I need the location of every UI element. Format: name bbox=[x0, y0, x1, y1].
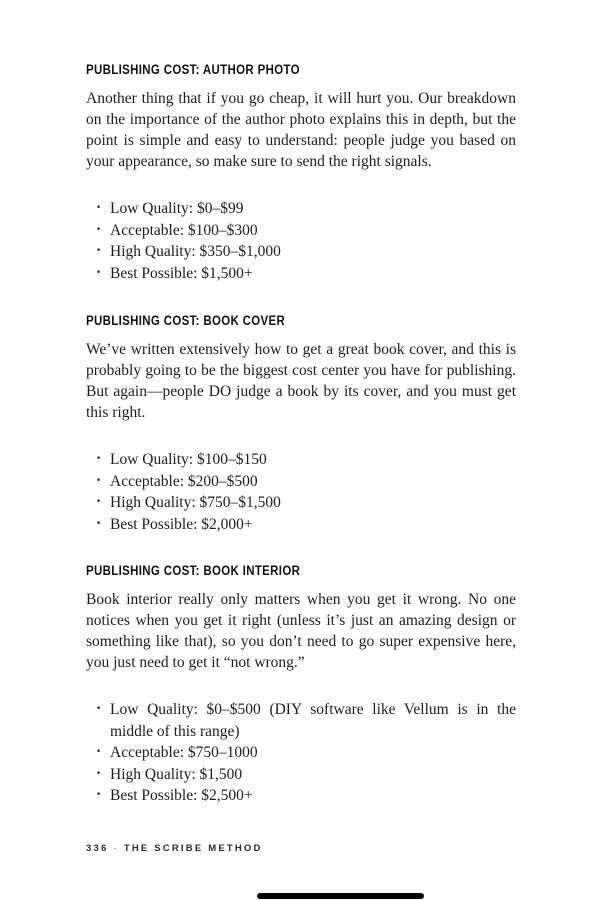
cost-list bbox=[86, 699, 516, 807]
section-paragraph: Book interior really only matters when you get it wrong. No one notices when you get it right (unless it’s just an amazing design or something like that), so you don’t need to go super expensive here, you just need to get it “not wrong.” bbox=[86, 591, 516, 671]
section-heading: PUBLISHING COST: BOOK INTERIOR bbox=[86, 563, 301, 578]
list-item: · Best Possible: $1,500+ bbox=[86, 263, 516, 285]
list-item: · Low Quality: $0–$99 bbox=[86, 198, 516, 220]
list-item: · Acceptable: $200–$500 bbox=[86, 471, 516, 493]
section-book-interior bbox=[86, 561, 516, 807]
cost-list bbox=[86, 449, 516, 535]
section-paragraph: We’ve written extensively how to get a great book cover, and this is probably going to be the biggest cost center you have for publishing. But again—people DO judge a book by its cover, and you must get this right. bbox=[86, 341, 516, 421]
list-item: · High Quality: $1,500 bbox=[86, 764, 516, 786]
page-number: 336 bbox=[86, 843, 109, 854]
list-item: · High Quality: $750–$1,500 bbox=[86, 492, 516, 514]
section-author-photo bbox=[86, 60, 516, 284]
reading-progress-indicator-bar[interactable] bbox=[257, 893, 424, 899]
section-heading: PUBLISHING COST: AUTHOR PHOTO bbox=[86, 62, 300, 77]
footer-separator: · bbox=[113, 843, 119, 854]
list-item: · Best Possible: $2,500+ bbox=[86, 785, 516, 807]
section-paragraph: Another thing that if you go cheap, it will hurt you. Our breakdown on the importance of the author photo explains this in depth, but the point is simple and easy to understand: people judge you based on your appearance, so make sure to send the right signals. bbox=[86, 90, 516, 170]
list-item: · High Quality: $350–$1,000 bbox=[86, 241, 516, 263]
list-item: · Acceptable: $750–1000 bbox=[86, 742, 516, 764]
section-heading: PUBLISHING COST: BOOK COVER bbox=[86, 313, 286, 328]
list-item: · Low Quality: $0–$500 (DIY software like Vellum is in the middle of this range) bbox=[86, 699, 516, 742]
page-footer bbox=[86, 843, 263, 854]
list-item: · Low Quality: $100–$150 bbox=[86, 449, 516, 471]
list-item: · Best Possible: $2,000+ bbox=[86, 514, 516, 536]
cost-list bbox=[86, 198, 516, 284]
section-book-cover bbox=[86, 311, 516, 535]
book-title: THE SCRIBE METHOD bbox=[123, 843, 263, 854]
list-item: · Acceptable: $100–$300 bbox=[86, 220, 516, 242]
